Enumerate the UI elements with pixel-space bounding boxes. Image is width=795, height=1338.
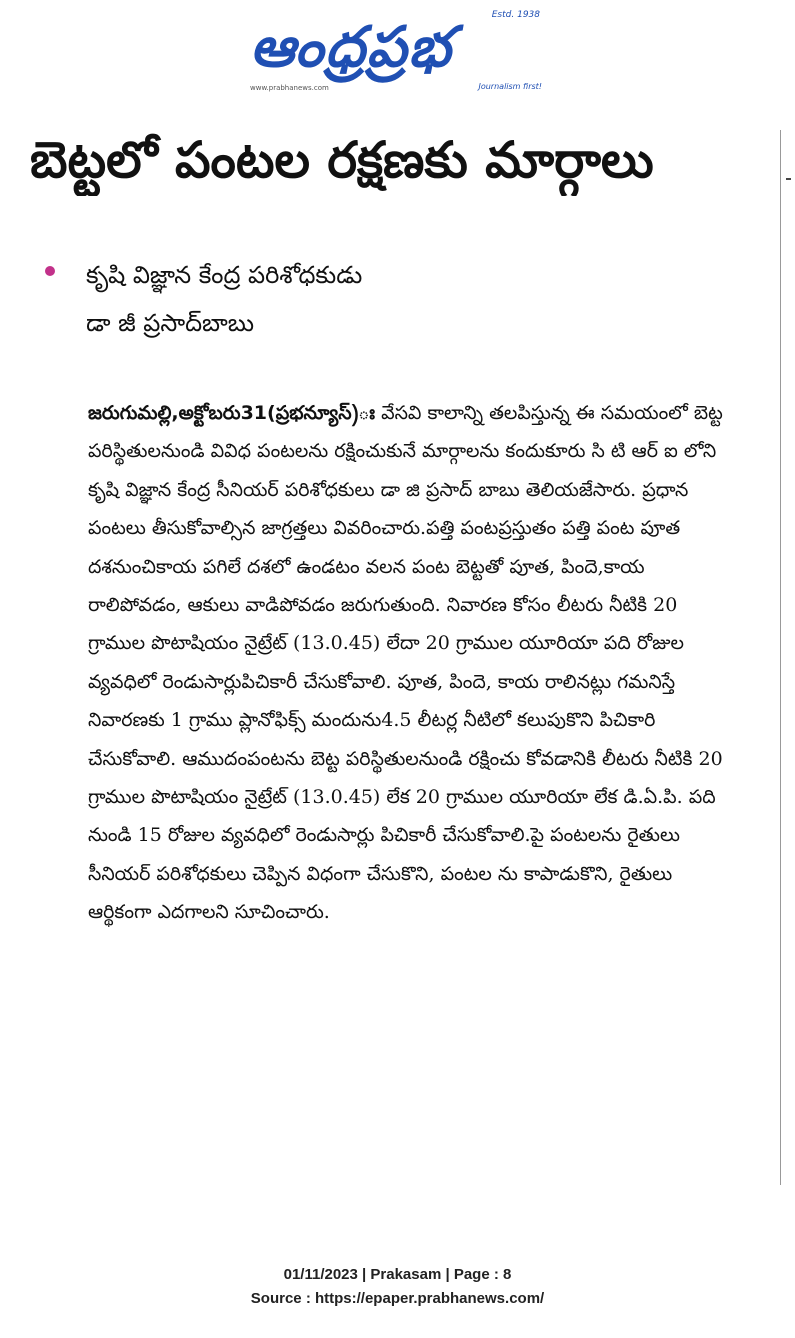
article-text: వేసవి కాలాన్ని తలపిస్తున్న ఈ సమయంలో బెట్ట పరిస్థితులనుండి వివిధ పంటలను రక్షించుకునే మార్గాలను కందుకూరు సి టి ఆర్ ఐ లోని కృషి విజ్ఞాన కేంద్ర సీనియర్ పరిశోధకులు డా జి ప్రసాద్ బాబు తెలియజేసారు. ప్రధాన పంటలు తీసుకోవాల్సిన జాగ్రత్తలు వివరించారు.పత్తి పంటప్రస్తుతం పత్తి పంట పూత దశనుంచికాయ పగిలే దశలో ఉండటం వలన పంట బెట్టతో పూత, పిందె,కాయ రాలిపోవడం, ఆకులు వాడిపోవడం జరుగుతుంది. నివారణ కోసం లీటరు నీటికి 20 గ్రాముల పొటాషియం నైట్రేట్ (13.0.45) లేదా 20 గ్రాముల యూరియా పది రోజుల వ్యవధిలో రెండుసార్లుపిచికారీ చేసుకోవాలి. పూత, పిందె, కాయ రాలినట్లు గమనిస్తే నివారణకు 1 గ్రాము ప్లానోఫిక్స్ మందును4.5 లీటర్ల నీటిలో కలుపుకొని పిచికారి చేసుకోవాలి. ఆముదంపంటను బెట్ట పరిస్థితులనుండి రక్షించు కోవడానికి లీటరు నీటికి 20 గ్రాముల పొటాషియం నైట్రేట్ (13.0.45) లేక 20 గ్రాముల యూరియా లేక డి.ఏ.పి. పది నుండి 15 రోజుల వ్యవధిలో రెండుసార్లు పిచికారీ చేసుకోవాలి.పై పంటలను రైతులు సీనియర్ పరిశోధకులు చెప్పిన విధంగా చేసుకొని, పంటల ను కాపాడుకొని, రైతులు ఆర్థికంగా ఎదగాలని సూచించారు. [88, 402, 723, 924]
article-headline: బెట్టలో పంటల రక్షణకు మార్గాలు [30, 131, 654, 189]
subheading-line-2: డా జీ ప్రసాద్‌బాబు [86, 309, 255, 337]
tagline-label: Journalism first! [478, 82, 542, 91]
article-body [88, 394, 728, 932]
column-divider [780, 130, 781, 1185]
subheading-bullet [45, 266, 55, 276]
website-label: www.prabhanews.com [250, 84, 329, 92]
article-dateline: జరుగుమల్లి,అక్టోబరు31(ప్రభన్యూస్)ః [88, 402, 376, 424]
logo-title: ఆంధ్రప్రభ [250, 15, 453, 80]
footer-source: Source : https://epaper.prabhanews.com/ [250, 1290, 545, 1307]
column-divider-tick [786, 178, 791, 180]
subheading-line-1: కృషి విజ్ఞాన కేంద్ర పరిశోధకుడు [86, 261, 363, 289]
masthead-logo [240, 8, 550, 98]
established-label: Estd. 1938 [491, 10, 540, 20]
footer-meta: 01/11/2023 | Prakasam | Page : 8 [283, 1266, 512, 1283]
